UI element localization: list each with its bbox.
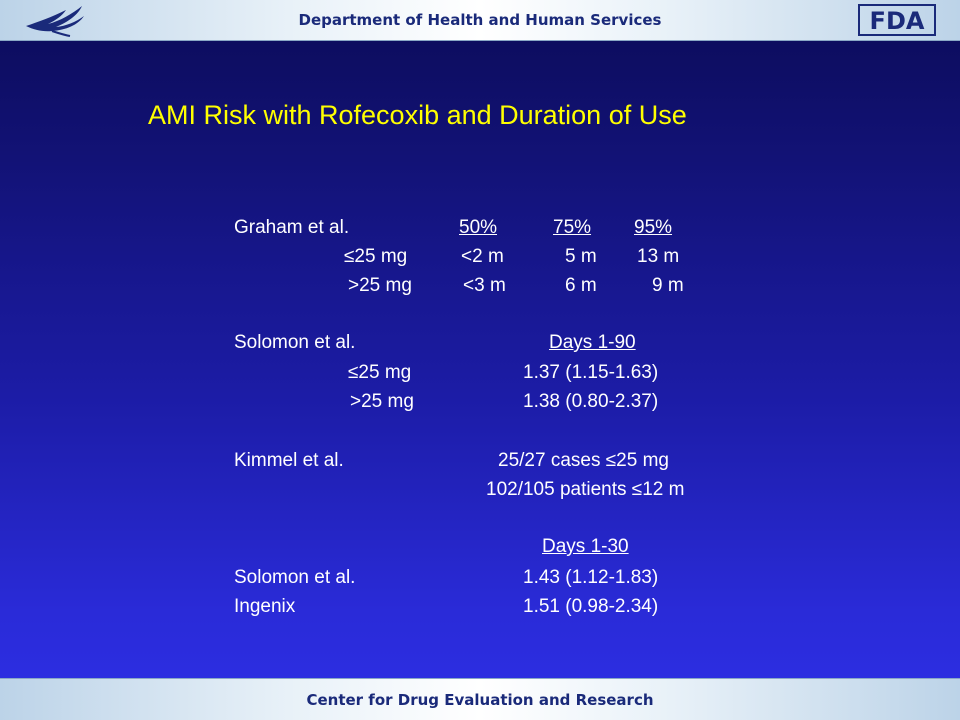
ingenix-value: 1.51 (0.98-2.34) [523, 596, 659, 617]
footer-title: Center for Drug Evaluation and Research [306, 691, 654, 709]
graham-row2-75: 6 m [565, 275, 597, 296]
solomon-row2-dose: >25 mg [350, 391, 414, 412]
graham-row1-95: 13 m [637, 246, 680, 267]
solomon-30-value: 1.43 (1.12-1.83) [523, 567, 659, 588]
solomon-30-author: Solomon et al. [234, 567, 356, 588]
ingenix-author: Ingenix [234, 596, 296, 617]
footer-bar [0, 678, 960, 720]
fda-logo-icon [858, 4, 936, 36]
solomon-row1-dose: ≤25 mg [348, 362, 412, 383]
kimmel-line2: 102/105 patients ≤12 m [486, 479, 685, 500]
graham-col-50: 50% [459, 217, 498, 238]
days-30-header: Days 1-30 [542, 536, 629, 557]
graham-row2-50: <3 m [463, 275, 506, 296]
header-title: Department of Health and Human Services [298, 11, 662, 29]
svg-text:FDA: FDA [869, 7, 925, 35]
solomon-row2-value: 1.38 (0.80-2.37) [523, 391, 659, 412]
header-bar [0, 0, 960, 41]
slide-title: AMI Risk with Rofecoxib and Duration of Use [148, 100, 687, 130]
graham-row2-dose: >25 mg [348, 275, 412, 296]
graham-row1-dose: ≤25 mg [344, 246, 408, 267]
graham-row2-95: 9 m [652, 275, 684, 296]
solomon-days-90: Days 1-90 [549, 332, 636, 353]
graham-author: Graham et al. [234, 217, 350, 238]
kimmel-author: Kimmel et al. [234, 450, 344, 471]
solomon-author: Solomon et al. [234, 332, 356, 353]
graham-col-75: 75% [553, 217, 592, 238]
graham-row1-50: <2 m [461, 246, 504, 267]
graham-row1-75: 5 m [565, 246, 597, 267]
graham-col-95: 95% [634, 217, 673, 238]
kimmel-line1: 25/27 cases ≤25 mg [498, 450, 669, 471]
solomon-row1-value: 1.37 (1.15-1.63) [523, 362, 659, 383]
